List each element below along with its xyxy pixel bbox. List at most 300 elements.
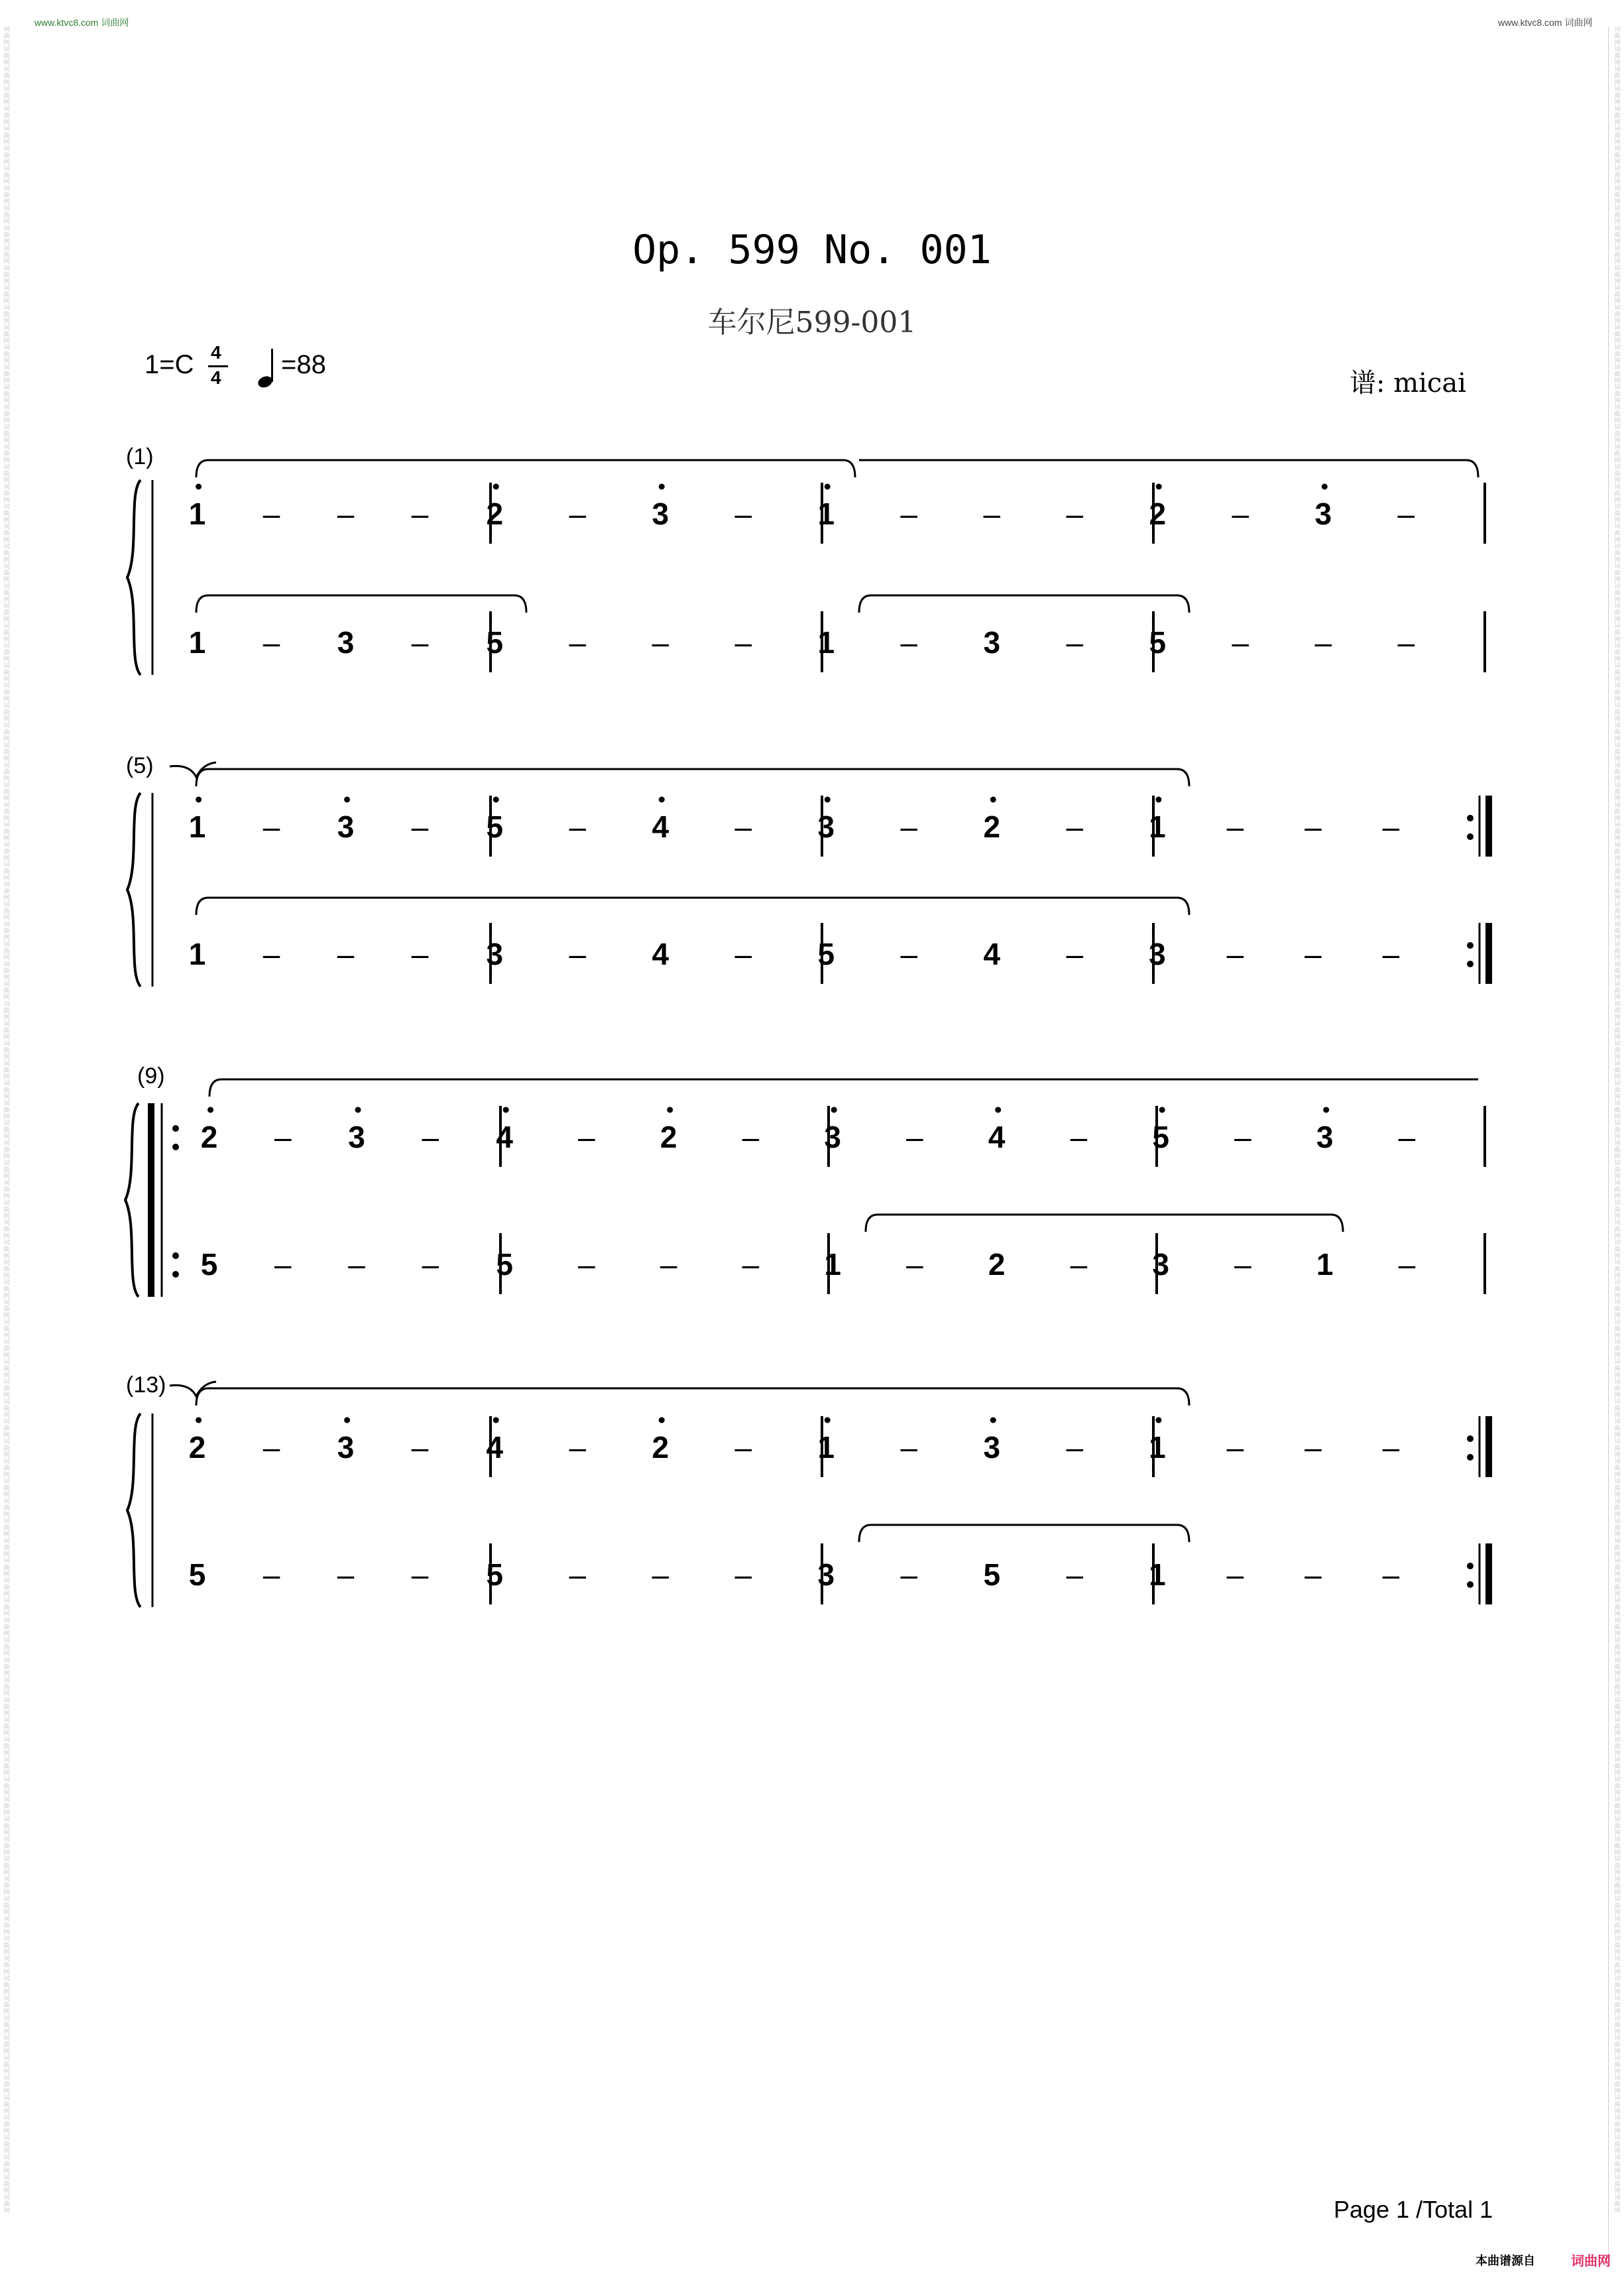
dash-sustain: – bbox=[734, 1557, 752, 1592]
note: 1 bbox=[188, 937, 206, 971]
note: 5 bbox=[188, 1557, 206, 1592]
watermark-char: 词 曲 网 bbox=[1614, 1120, 1621, 1140]
note: 3 bbox=[817, 1557, 835, 1592]
octave-dot bbox=[493, 484, 499, 490]
dash-sustain: – bbox=[734, 937, 752, 971]
note-high-octave: 4 bbox=[486, 1430, 504, 1465]
watermark-char: 词 曲 网 bbox=[3, 106, 10, 126]
watermark-char: 词 曲 网 bbox=[1614, 2155, 1621, 2175]
watermark-char: 词 曲 网 bbox=[3, 1478, 10, 1498]
watermark-char: 词 曲 网 bbox=[3, 1836, 10, 1856]
dash-sustain: – bbox=[900, 810, 918, 844]
watermark-char: 词 曲 网 bbox=[1614, 285, 1621, 305]
watermark-char: 词 曲 网 bbox=[3, 1081, 10, 1101]
watermark-char: 词 曲 网 bbox=[1614, 1180, 1621, 1200]
watermark-char: 词 曲 网 bbox=[3, 1459, 10, 1478]
watermark-char: 词 曲 网 bbox=[3, 385, 10, 404]
measure-number-13: (13) bbox=[126, 1372, 166, 1398]
octave-dot bbox=[659, 1417, 665, 1423]
dash-sustain: – bbox=[1314, 625, 1332, 660]
note-high-octave: 1 bbox=[817, 497, 835, 531]
watermark-char: 词 曲 网 bbox=[3, 1638, 10, 1657]
watermark-char: 词 曲 网 bbox=[3, 365, 10, 385]
octave-dot bbox=[503, 1107, 509, 1113]
dash-sustain: – bbox=[262, 1430, 280, 1465]
watermark-char: 词 曲 网 bbox=[3, 583, 10, 603]
watermark-char: 词 曲 网 bbox=[1614, 2115, 1621, 2135]
note-high-octave: 3 bbox=[817, 810, 835, 844]
note-high-octave: 2 bbox=[486, 497, 504, 531]
dash-sustain: – bbox=[900, 937, 918, 971]
note-high-octave: 2 bbox=[200, 1120, 218, 1154]
watermark-char: 词 曲 网 bbox=[1614, 1498, 1621, 1518]
dash-sustain: – bbox=[1066, 497, 1084, 531]
watermark-char: 词 曲 网 bbox=[1614, 325, 1621, 345]
watermark-char: 词 曲 网 bbox=[3, 444, 10, 464]
watermark-char: 词 曲 网 bbox=[1614, 882, 1621, 902]
note-high-octave: 3 bbox=[348, 1120, 365, 1154]
slur bbox=[859, 460, 1478, 477]
watermark-char: 词 曲 网 bbox=[3, 703, 10, 723]
watermark-char: 词 曲 网 bbox=[3, 1797, 10, 1817]
watermark-char: 词 曲 网 bbox=[1614, 424, 1621, 444]
note-high-octave: 5 bbox=[486, 810, 504, 844]
dash-sustain: – bbox=[660, 1247, 677, 1282]
repeat-dot bbox=[172, 1144, 179, 1150]
note-high-octave: 2 bbox=[188, 1430, 206, 1465]
note: 5 bbox=[983, 1557, 1001, 1592]
watermark-char: 词 曲 网 bbox=[1614, 1478, 1621, 1498]
dash-sustain: – bbox=[1305, 1557, 1322, 1592]
watermark-char: 词 曲 网 bbox=[1614, 1319, 1621, 1339]
note-high-octave: 2 bbox=[1149, 497, 1167, 531]
dash-sustain: – bbox=[1232, 497, 1249, 531]
dash-sustain: – bbox=[734, 625, 752, 660]
dash-sustain: – bbox=[578, 1120, 595, 1154]
dash-sustain: – bbox=[411, 810, 429, 844]
watermark-char: 词 曲 网 bbox=[3, 325, 10, 345]
watermark-char: 词 曲 网 bbox=[3, 2115, 10, 2135]
watermark-char: 词 曲 网 bbox=[1614, 842, 1621, 862]
slur bbox=[196, 769, 1189, 786]
watermark-char: 词 曲 网 bbox=[1614, 1638, 1621, 1657]
watermark-char: 词 曲 网 bbox=[3, 1101, 10, 1120]
watermark-char: 词 曲 网 bbox=[1614, 1876, 1621, 1896]
dash-sustain: – bbox=[742, 1247, 760, 1282]
watermark-char: 词 曲 网 bbox=[3, 1160, 10, 1180]
repeat-dot bbox=[172, 1252, 179, 1259]
note: 3 bbox=[337, 625, 355, 660]
dash-sustain: – bbox=[569, 625, 587, 660]
watermark-char: 词 曲 网 bbox=[1614, 1598, 1621, 1618]
watermark-char: 词 曲 网 bbox=[1614, 723, 1621, 743]
note-high-octave: 3 bbox=[983, 1430, 1001, 1465]
watermark-char: 词 曲 网 bbox=[3, 2075, 10, 2095]
dash-sustain: – bbox=[569, 810, 587, 844]
dash-sustain: – bbox=[262, 810, 280, 844]
slur bbox=[859, 595, 1189, 613]
watermark-char: 词 曲 网 bbox=[3, 1140, 10, 1160]
watermark-char: 词 曲 网 bbox=[1614, 1359, 1621, 1379]
dash-sustain: – bbox=[348, 1247, 365, 1282]
watermark-char: 词 曲 网 bbox=[1614, 1280, 1621, 1299]
system-brace bbox=[125, 1103, 139, 1297]
watermark-char: 词 曲 网 bbox=[3, 1558, 10, 1578]
page-subtitle: 车尔尼599-001 bbox=[707, 306, 917, 339]
watermark-char: 词 曲 网 bbox=[1614, 941, 1621, 961]
watermark-char: 词 曲 网 bbox=[1614, 981, 1621, 1001]
watermark-char: 词 曲 网 bbox=[1614, 186, 1621, 206]
dash-sustain: – bbox=[1232, 625, 1249, 660]
watermark-char: 词 曲 网 bbox=[3, 1061, 10, 1081]
watermark-char: 词 曲 网 bbox=[1614, 544, 1621, 564]
watermark-char: 词 曲 网 bbox=[1614, 1677, 1621, 1697]
dash-sustain: – bbox=[262, 497, 280, 531]
time-signature-top: 4 bbox=[211, 342, 221, 363]
note: 4 bbox=[652, 937, 669, 971]
watermark-char: 词 曲 网 bbox=[3, 265, 10, 285]
watermark-char: 词 曲 网 bbox=[3, 1856, 10, 1876]
note: 3 bbox=[1149, 937, 1166, 971]
dash-sustain: – bbox=[422, 1120, 439, 1154]
dash-sustain: – bbox=[906, 1120, 923, 1154]
dash-sustain: – bbox=[569, 1557, 587, 1592]
note-high-octave: 1 bbox=[817, 1430, 835, 1465]
note: 5 bbox=[200, 1247, 218, 1282]
site-label-right[interactable]: www.ktvc8.com 词曲网 bbox=[1498, 17, 1593, 28]
watermark-char: 词 曲 网 bbox=[3, 27, 10, 46]
octave-dot bbox=[667, 1107, 673, 1113]
watermark-char: 词 曲 网 bbox=[1614, 902, 1621, 922]
dash-sustain: – bbox=[422, 1247, 439, 1282]
measure-number-9: (9) bbox=[137, 1063, 165, 1089]
dash-sustain: – bbox=[1066, 1430, 1084, 1465]
watermark-char: 词 曲 网 bbox=[1614, 385, 1621, 404]
watermark-char: 词 曲 网 bbox=[3, 762, 10, 782]
watermark-char: 词 曲 网 bbox=[3, 1339, 10, 1359]
watermark-char: 词 曲 网 bbox=[1614, 206, 1621, 225]
watermark-char: 词 曲 网 bbox=[3, 1936, 10, 1956]
watermark-char: 词 曲 网 bbox=[3, 1538, 10, 1558]
octave-dot bbox=[1322, 484, 1328, 490]
watermark-char: 词 曲 网 bbox=[1614, 1260, 1621, 1280]
right-edge-line bbox=[1608, 27, 1609, 2261]
watermark-char: 词 曲 网 bbox=[1614, 1797, 1621, 1817]
repeat-dot bbox=[1467, 1581, 1474, 1588]
watermark-char: 词 曲 网 bbox=[1614, 1379, 1621, 1399]
note-high-octave: 3 bbox=[1316, 1120, 1334, 1154]
octave-dot bbox=[990, 797, 996, 803]
watermark-char: 词 曲 网 bbox=[1614, 166, 1621, 186]
note: 5 bbox=[486, 1557, 504, 1592]
watermark-char: 词 曲 网 bbox=[3, 941, 10, 961]
watermark-char: 词 曲 网 bbox=[3, 1777, 10, 1797]
watermark-char: 词 曲 网 bbox=[1614, 603, 1621, 623]
note-high-octave: 3 bbox=[652, 497, 669, 531]
watermark-char: 词 曲 网 bbox=[3, 2175, 10, 2194]
watermark-char: 词 曲 网 bbox=[1614, 703, 1621, 723]
watermark-char: 词 曲 网 bbox=[3, 1260, 10, 1280]
watermark-char: 词 曲 网 bbox=[1614, 1657, 1621, 1677]
note-high-octave: 2 bbox=[652, 1430, 669, 1465]
watermark-char: 词 曲 网 bbox=[1614, 444, 1621, 464]
watermark-char: 词 曲 网 bbox=[1614, 2194, 1621, 2214]
octave-dot bbox=[1323, 1107, 1329, 1113]
dash-sustain: – bbox=[652, 625, 669, 660]
watermark-char: 词 曲 网 bbox=[1614, 1459, 1621, 1478]
dash-sustain: – bbox=[337, 1557, 355, 1592]
octave-dot bbox=[344, 797, 350, 803]
watermark-char: 词 曲 网 bbox=[1614, 1757, 1621, 1777]
watermark-char: 词 曲 网 bbox=[3, 1001, 10, 1021]
dash-sustain: – bbox=[1305, 937, 1322, 971]
repeat-dot bbox=[1467, 1435, 1474, 1442]
watermark-char: 词 曲 网 bbox=[1614, 2075, 1621, 2095]
note-high-octave: 3 bbox=[824, 1120, 841, 1154]
watermark-char: 词 曲 网 bbox=[1614, 822, 1621, 842]
watermark-char: 词 曲 网 bbox=[1614, 1896, 1621, 1916]
dash-sustain: – bbox=[652, 1557, 669, 1592]
watermark-char: 词 曲 网 bbox=[3, 603, 10, 623]
watermark-char: 词 曲 网 bbox=[3, 166, 10, 186]
note: 5 bbox=[817, 937, 835, 971]
octave-dot bbox=[1156, 484, 1162, 490]
note: 3 bbox=[983, 625, 1001, 660]
octave-dot bbox=[995, 1107, 1001, 1113]
note-high-octave: 1 bbox=[188, 497, 206, 531]
dash-sustain: – bbox=[411, 497, 429, 531]
watermark-char: 词 曲 网 bbox=[1614, 2015, 1621, 2035]
watermark-char: 词 曲 网 bbox=[1614, 2095, 1621, 2115]
watermark-char: 词 曲 网 bbox=[3, 663, 10, 683]
watermark-char: 词 曲 网 bbox=[1614, 743, 1621, 762]
watermark-char: 词 曲 网 bbox=[1614, 643, 1621, 663]
watermark-char: 词 曲 网 bbox=[1614, 1518, 1621, 1538]
watermark-char: 词 曲 网 bbox=[1614, 1996, 1621, 2015]
dash-sustain: – bbox=[578, 1247, 595, 1282]
watermark-char: 词 曲 网 bbox=[3, 782, 10, 802]
watermark-char: 词 曲 网 bbox=[3, 225, 10, 245]
watermark-char: 词 曲 网 bbox=[1614, 782, 1621, 802]
repeat-dot bbox=[1467, 961, 1474, 967]
watermark-char: 词 曲 网 bbox=[1614, 1737, 1621, 1757]
footer-source-label: 本曲谱源自 bbox=[1476, 2254, 1535, 2267]
watermark-char: 词 曲 网 bbox=[3, 86, 10, 106]
watermark-char: 词 曲 网 bbox=[1614, 245, 1621, 265]
watermark-char: 词 曲 网 bbox=[1614, 1558, 1621, 1578]
watermark-char: 词 曲 网 bbox=[1614, 404, 1621, 424]
watermark-char: 词 曲 网 bbox=[1614, 1001, 1621, 1021]
watermark-char: 词 曲 网 bbox=[1614, 1140, 1621, 1160]
watermark-char: 词 曲 网 bbox=[1614, 86, 1621, 106]
note: 1 bbox=[188, 625, 206, 660]
note-high-octave: 1 bbox=[1149, 810, 1166, 844]
watermark-char: 词 曲 网 bbox=[3, 2155, 10, 2175]
watermark-char: 词 曲 网 bbox=[1614, 1419, 1621, 1439]
watermark-char: 词 曲 网 bbox=[1614, 1956, 1621, 1976]
watermark-char: 词 曲 网 bbox=[3, 404, 10, 424]
page-indicator: Page 1 /Total 1 bbox=[1334, 2196, 1493, 2223]
system-brace bbox=[127, 1413, 141, 1607]
watermark-char: 词 曲 网 bbox=[3, 623, 10, 643]
watermark-char: 词 曲 网 bbox=[3, 683, 10, 703]
repeat-dot bbox=[1467, 815, 1474, 821]
footer-site-link[interactable]: 词曲网 bbox=[1571, 2254, 1611, 2269]
slur bbox=[209, 1079, 1478, 1097]
watermark-char: 词 曲 网 bbox=[1614, 1856, 1621, 1876]
watermark-char: 词 曲 网 bbox=[3, 1817, 10, 1836]
measure-number-5: (5) bbox=[126, 753, 154, 778]
credit-text: 谱: micai bbox=[1350, 368, 1466, 398]
dash-sustain: – bbox=[1382, 1557, 1400, 1592]
dash-sustain: – bbox=[337, 497, 355, 531]
watermark-char: 词 曲 网 bbox=[1614, 2055, 1621, 2075]
repeat-dot bbox=[1467, 833, 1474, 840]
slur bbox=[196, 460, 855, 477]
side-watermark-right bbox=[1613, 27, 1622, 2254]
slur bbox=[866, 1215, 1343, 1232]
watermark-char: 词 曲 网 bbox=[1614, 1618, 1621, 1638]
note: 5 bbox=[496, 1247, 513, 1282]
watermark-char: 词 曲 网 bbox=[1614, 1717, 1621, 1737]
watermark-char: 词 曲 网 bbox=[1614, 802, 1621, 822]
note-high-octave: 4 bbox=[652, 810, 669, 844]
watermark-char: 词 曲 网 bbox=[3, 564, 10, 583]
dash-sustain: – bbox=[900, 625, 918, 660]
watermark-char: 词 曲 网 bbox=[1614, 1817, 1621, 1836]
dash-sustain: – bbox=[1382, 810, 1400, 844]
octave-dot bbox=[831, 1107, 837, 1113]
watermark-char: 词 曲 网 bbox=[3, 1041, 10, 1061]
dash-sustain: – bbox=[1234, 1247, 1251, 1282]
dash-sustain: – bbox=[1066, 625, 1084, 660]
watermark-char: 词 曲 网 bbox=[3, 1976, 10, 1996]
watermark-char: 词 曲 网 bbox=[1614, 1916, 1621, 1936]
watermark-char: 词 曲 网 bbox=[3, 723, 10, 743]
watermark-char: 词 曲 网 bbox=[3, 1319, 10, 1339]
watermark-char: 词 曲 网 bbox=[1614, 1081, 1621, 1101]
dash-sustain: – bbox=[1070, 1120, 1088, 1154]
watermark-char: 词 曲 网 bbox=[3, 902, 10, 922]
watermark-char: 词 曲 网 bbox=[3, 2035, 10, 2055]
dash-sustain: – bbox=[274, 1120, 292, 1154]
dash-sustain: – bbox=[1070, 1247, 1088, 1282]
watermark-char: 词 曲 网 bbox=[3, 484, 10, 504]
watermark-char: 词 曲 网 bbox=[3, 1280, 10, 1299]
dash-sustain: – bbox=[337, 937, 355, 971]
watermark-char: 词 曲 网 bbox=[3, 1498, 10, 1518]
octave-dot bbox=[825, 797, 831, 803]
octave-dot bbox=[990, 1417, 996, 1423]
watermark-char: 词 曲 网 bbox=[3, 2095, 10, 2115]
dash-sustain: – bbox=[1226, 1557, 1244, 1592]
watermark-char: 词 曲 网 bbox=[3, 1657, 10, 1677]
dash-sustain: – bbox=[1066, 937, 1084, 971]
dash-sustain: – bbox=[900, 1430, 918, 1465]
watermark-char: 词 曲 网 bbox=[3, 1956, 10, 1976]
dash-sustain: – bbox=[1397, 497, 1415, 531]
watermark-char: 词 曲 网 bbox=[1614, 1021, 1621, 1041]
watermark-char: 词 曲 网 bbox=[1614, 1976, 1621, 1996]
dash-sustain: – bbox=[734, 810, 752, 844]
dash-sustain: – bbox=[411, 625, 429, 660]
watermark-char: 词 曲 网 bbox=[1614, 762, 1621, 782]
watermark-char: 词 曲 网 bbox=[3, 544, 10, 564]
watermark-char: 词 曲 网 bbox=[3, 1578, 10, 1598]
octave-dot bbox=[493, 1417, 499, 1423]
watermark-char: 词 曲 网 bbox=[1614, 1777, 1621, 1797]
slur bbox=[859, 1525, 1189, 1542]
octave-dot bbox=[825, 1417, 831, 1423]
watermark-char: 词 曲 网 bbox=[3, 862, 10, 882]
repeat-dot bbox=[1467, 1454, 1474, 1461]
repeat-dot bbox=[172, 1125, 179, 1132]
watermark-char: 词 曲 网 bbox=[1614, 1041, 1621, 1061]
watermark-char: 词 曲 网 bbox=[3, 1419, 10, 1439]
side-watermark-left bbox=[2, 27, 11, 2254]
watermark-char: 词 曲 网 bbox=[3, 961, 10, 981]
watermark-char: 词 曲 网 bbox=[3, 66, 10, 86]
watermark-char: 词 曲 网 bbox=[3, 1299, 10, 1319]
octave-dot bbox=[1155, 1417, 1161, 1423]
watermark-char: 词 曲 网 bbox=[1614, 265, 1621, 285]
watermark-char: 词 曲 网 bbox=[1614, 66, 1621, 86]
slur bbox=[196, 595, 526, 613]
dash-sustain: – bbox=[411, 937, 429, 971]
repeat-dot bbox=[172, 1271, 179, 1278]
watermark-char: 词 曲 网 bbox=[3, 146, 10, 166]
dash-sustain: – bbox=[274, 1247, 292, 1282]
watermark-char: 词 曲 网 bbox=[3, 1876, 10, 1896]
watermark-char: 词 曲 网 bbox=[1614, 961, 1621, 981]
watermark-char: 词 曲 网 bbox=[1614, 564, 1621, 583]
slur bbox=[196, 1388, 1189, 1406]
octave-dot bbox=[196, 1417, 202, 1423]
dash-sustain: – bbox=[411, 1557, 429, 1592]
dash-sustain: – bbox=[262, 937, 280, 971]
watermark-char: 词 曲 网 bbox=[1614, 623, 1621, 643]
watermark-char: 词 曲 网 bbox=[3, 46, 10, 66]
watermark-char: 词 曲 网 bbox=[3, 1220, 10, 1240]
page-title: Op. 599 No. 001 bbox=[632, 227, 992, 273]
watermark-char: 词 曲 网 bbox=[3, 1180, 10, 1200]
watermark-char: 词 曲 网 bbox=[1614, 524, 1621, 544]
octave-dot bbox=[355, 1107, 361, 1113]
watermark-char: 词 曲 网 bbox=[3, 1240, 10, 1260]
staff-layer bbox=[125, 460, 1489, 1607]
watermark-char: 词 曲 网 bbox=[3, 524, 10, 544]
watermark-char: 词 曲 网 bbox=[3, 1677, 10, 1697]
watermark-char: 词 曲 网 bbox=[3, 464, 10, 484]
watermark-char: 词 曲 网 bbox=[1614, 464, 1621, 484]
system-brace bbox=[127, 480, 141, 675]
dash-sustain: – bbox=[906, 1247, 923, 1282]
note-high-octave: 3 bbox=[337, 1430, 355, 1465]
watermark-char: 词 曲 网 bbox=[3, 126, 10, 146]
note: 1 bbox=[1149, 1557, 1166, 1592]
watermark-char: 词 曲 网 bbox=[1614, 1697, 1621, 1717]
watermark-char: 词 曲 网 bbox=[3, 1996, 10, 2015]
repeat-dot bbox=[1467, 942, 1474, 949]
watermark-char: 词 曲 网 bbox=[3, 2194, 10, 2214]
site-label-left[interactable]: www.ktvc8.com 词曲网 bbox=[34, 17, 129, 28]
watermark-char: 词 曲 网 bbox=[1614, 1299, 1621, 1319]
watermark-char: 词 曲 网 bbox=[3, 1399, 10, 1419]
watermark-char: 词 曲 网 bbox=[1614, 225, 1621, 245]
watermark-char: 词 曲 网 bbox=[1614, 1578, 1621, 1598]
watermark-char: 词 曲 网 bbox=[3, 802, 10, 822]
watermark-char: 词 曲 网 bbox=[3, 822, 10, 842]
